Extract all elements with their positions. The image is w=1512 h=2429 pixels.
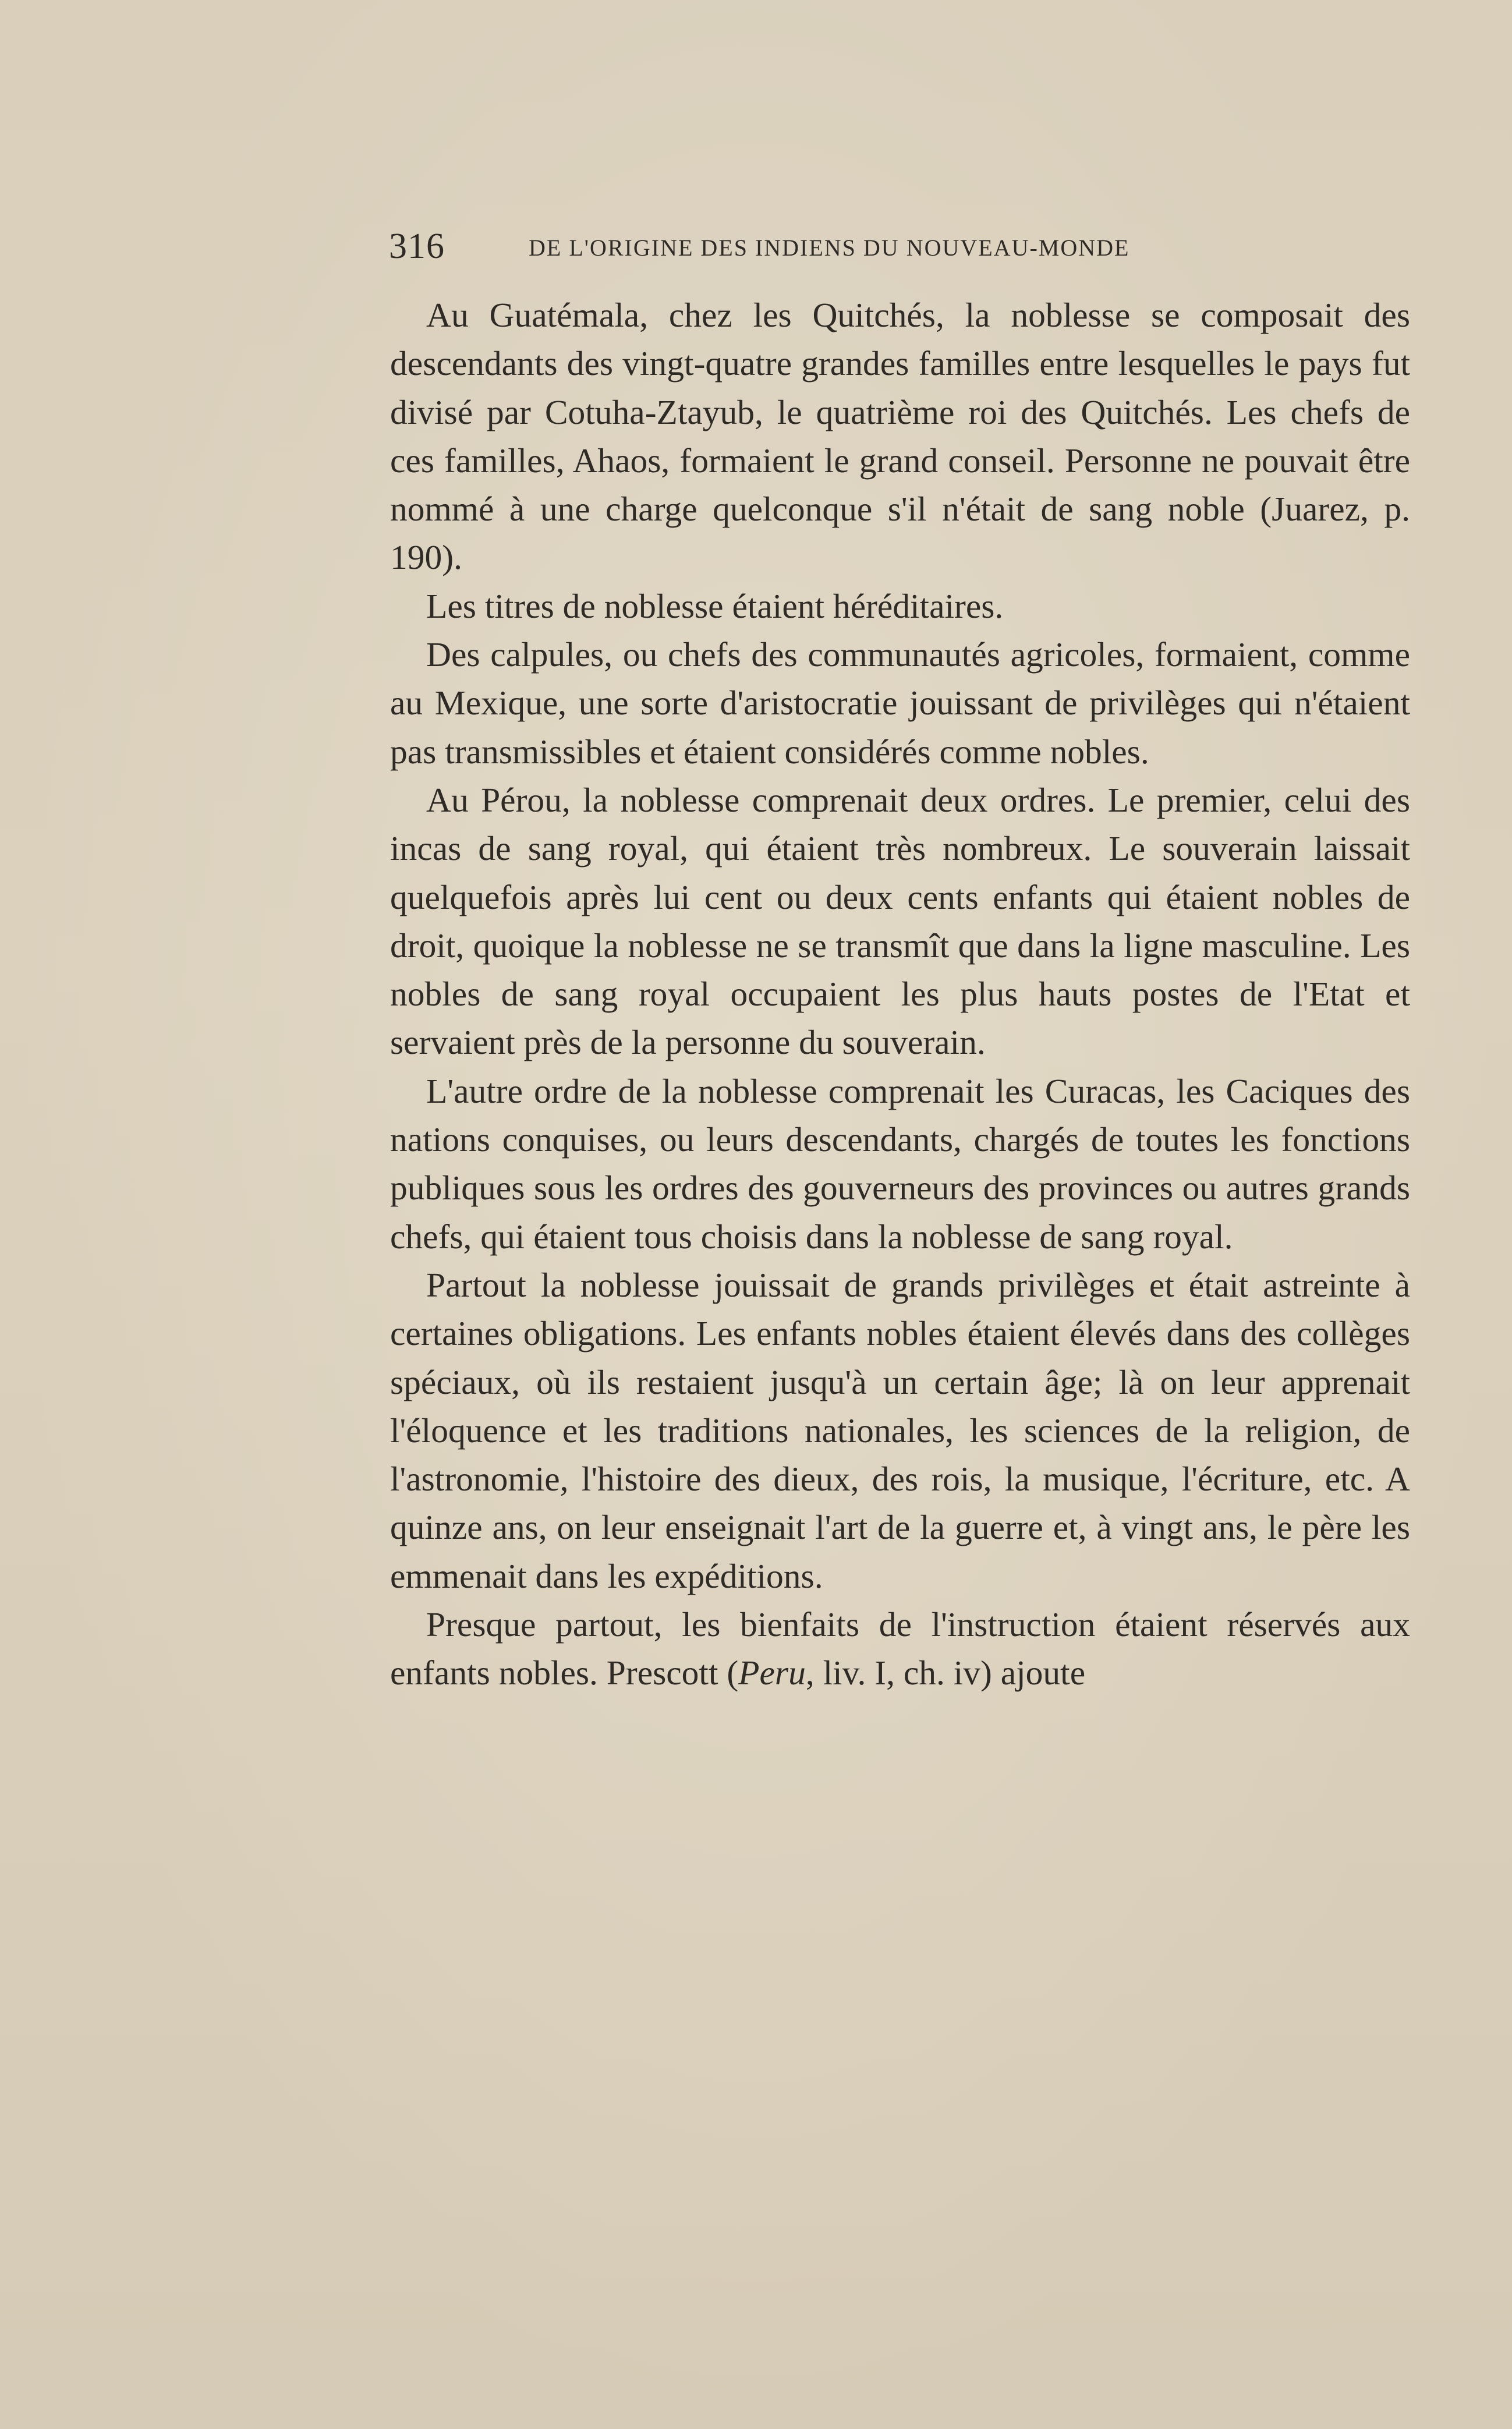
running-title: DE L'ORIGINE DES INDIENS DU NOUVEAU-MONDE — [529, 235, 1130, 261]
paragraph-hereditary-titles: Les titres de noblesse étaient héréditaires. — [426, 586, 1004, 625]
paragraph-privileges: Partout la noblesse jouissait de grands privilèges et était astreinte à certaines obligations. Les enfants nobles étaient élevés dans des collèges spéciaux, où ils restaient jusqu'à un certain âge; là on leur apprenait l'éloquence et les traditions nationales, les sciences de la religion, de l'astronomie, l'histoire des dieux, des rois, la musique, l'écriture, etc. A quinze ans, on leur enseignait l'art de la guerre et, à vingt ans, le père les emmenait dans les expéditions. — [390, 1265, 1410, 1595]
citation-title: Peru — [738, 1653, 806, 1692]
paragraph-instruction — [390, 1601, 1410, 1698]
paragraph-calpules: Des calpules, ou chefs des communautés agricoles, formaient, comme au Mexique, une sorte d'aristocratie jouissant de privilèges qui n'étaient pas transmissibles et étaient considérés comme nobles. — [390, 635, 1410, 771]
paragraph-quitches-nobility: Au Guatémala, chez les Quitchés, la noblesse se composait des descendants des vingt-quatre grandes familles entre lesquelles le pays fut divisé par Cotuha-Ztayub, le quatrième roi des Quitchés. Les chefs de ces familles, Ahaos, formaient le grand conseil. Personne ne pouvait être nommé à une charge quelconque s'il n'était de sang noble (Juarez, p. 190). — [390, 296, 1410, 577]
body-text — [390, 291, 1410, 1698]
page-number: 316 — [389, 226, 445, 266]
paragraph-curacas: L'autre ordre de la noblesse comprenait les Curacas, les Caciques des nations conquises, ou leurs descendants, chargés de toutes les fonctions publiques sous les ordres des gouverneurs des provinces ou autres grands chefs, qui étaient tous choisis dans la noblesse de sang royal. — [390, 1071, 1410, 1256]
instruction-text-end: , liv. I, ch. iv) ajoute — [805, 1653, 1086, 1692]
instruction-text-start: Presque partout, les bienfaits de l'instruction étaient réservés aux enfants nobles. Prescott ( — [390, 1605, 1410, 1692]
paragraph-peru-nobility: Au Pérou, la noblesse comprenait deux ordres. Le premier, celui des incas de sang royal, qui étaient très nombreux. Le souverain laissait quelquefois après lui cent ou deux cents enfants qui étaient nobles de droit, quoique la noblesse ne se transmît que dans la ligne masculine. Les nobles de sang royal occupaient les plus hauts postes de l'Etat et servaient près de la personne du souverain. — [390, 780, 1410, 1062]
page-header — [389, 226, 1414, 267]
